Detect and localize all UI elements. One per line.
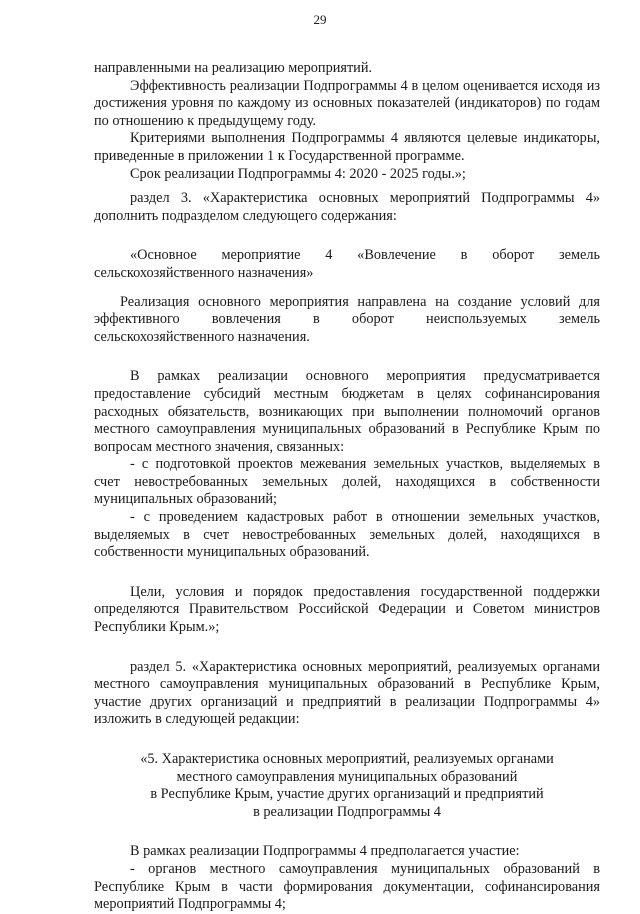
paragraph-section-3: раздел 3. «Характеристика основных мероприятий Подпрограммы 4» дополнить подразделом следующего содержания: — [94, 190, 600, 224]
paragraph-continuation: направленными на реализацию мероприятий. — [94, 60, 373, 76]
list-item-cadastral-works: - с проведением кадастровых работ в отношении земельных участков, выделяемых в счет невостребованных земельных долей, находящихся в собственности муниципальных образований. — [94, 509, 600, 561]
paragraph-criteria: Критериями выполнения Подпрограммы 4 являются целевые индикаторы, приведенные в приложении 1 к Государственной программе. — [94, 130, 600, 164]
paragraph-term: Срок реализации Подпрограммы 4: 2020 - 2025 годы.»; — [130, 165, 466, 182]
section-heading-line: «5. Характеристика основных мероприятий, реализуемых органами — [140, 751, 554, 767]
section-heading-line: в реализации Подпрограммы 4 — [253, 803, 441, 820]
section-5-heading — [94, 751, 600, 821]
list-item-local-government: - органов местного самоуправления муниципальных образований в Республике Крым в части формирования документации, софинансирования мероприятий Подпрограммы 4; — [94, 860, 600, 913]
page-number: 29 — [313, 12, 327, 27]
paragraph-efficiency: Эффективность реализации Подпрограммы 4 в целом оценивается исходя из достижения уровня по каждому из основных показателей (индикаторов) по годам по отношению к предыдущему году. — [94, 77, 600, 129]
paragraph-main-activity-title: «Основное мероприятие 4 «Вовлечение в оборот земель сельскохозяйственного назначения» — [94, 247, 600, 281]
section-heading-line: в Республике Крым, участие других организаций и предприятий — [150, 786, 544, 803]
paragraph-subsidies: В рамках реализации основного мероприятия предусматривается предоставление субсидий местным бюджетам в целях софинансирования расходных обязательств, возникающих при выполнении полномочий органов местного самоуправления муниципальных образований в Республике Крым по вопросам местного значения, связанных: — [94, 368, 600, 455]
section-heading-line: местного самоуправления муниципальных образований — [176, 768, 518, 785]
paragraph-support-conditions: Цели, условия и порядок предоставления государственной поддержки определяются Правительством Российской Федерации и Советом министров Республики Крым.»; — [94, 583, 600, 636]
paragraph-section-5: раздел 5. «Характеристика основных мероприятий, реализуемых органами местного самоуправления муниципальных образований в Республике Крым, участие других организаций и предприятий в реализации Подпрограммы 4» изложить в следующей редакции: — [94, 658, 600, 728]
document-body — [94, 60, 600, 914]
paragraph-participation: В рамках реализации Подпрограммы 4 предполагается участие: — [130, 843, 520, 860]
list-item-surveying-projects: - с подготовкой проектов межевания земельных участков, выделяемых в счет невостребованных земельных долей, находящихся в собственности муниципальных образований; — [94, 456, 600, 508]
paragraph-activity-purpose: Реализация основного мероприятия направлена на создание условий для эффективного вовлечения в оборот неиспользуемых земель сельскохозяйственного назначения. — [94, 293, 600, 345]
